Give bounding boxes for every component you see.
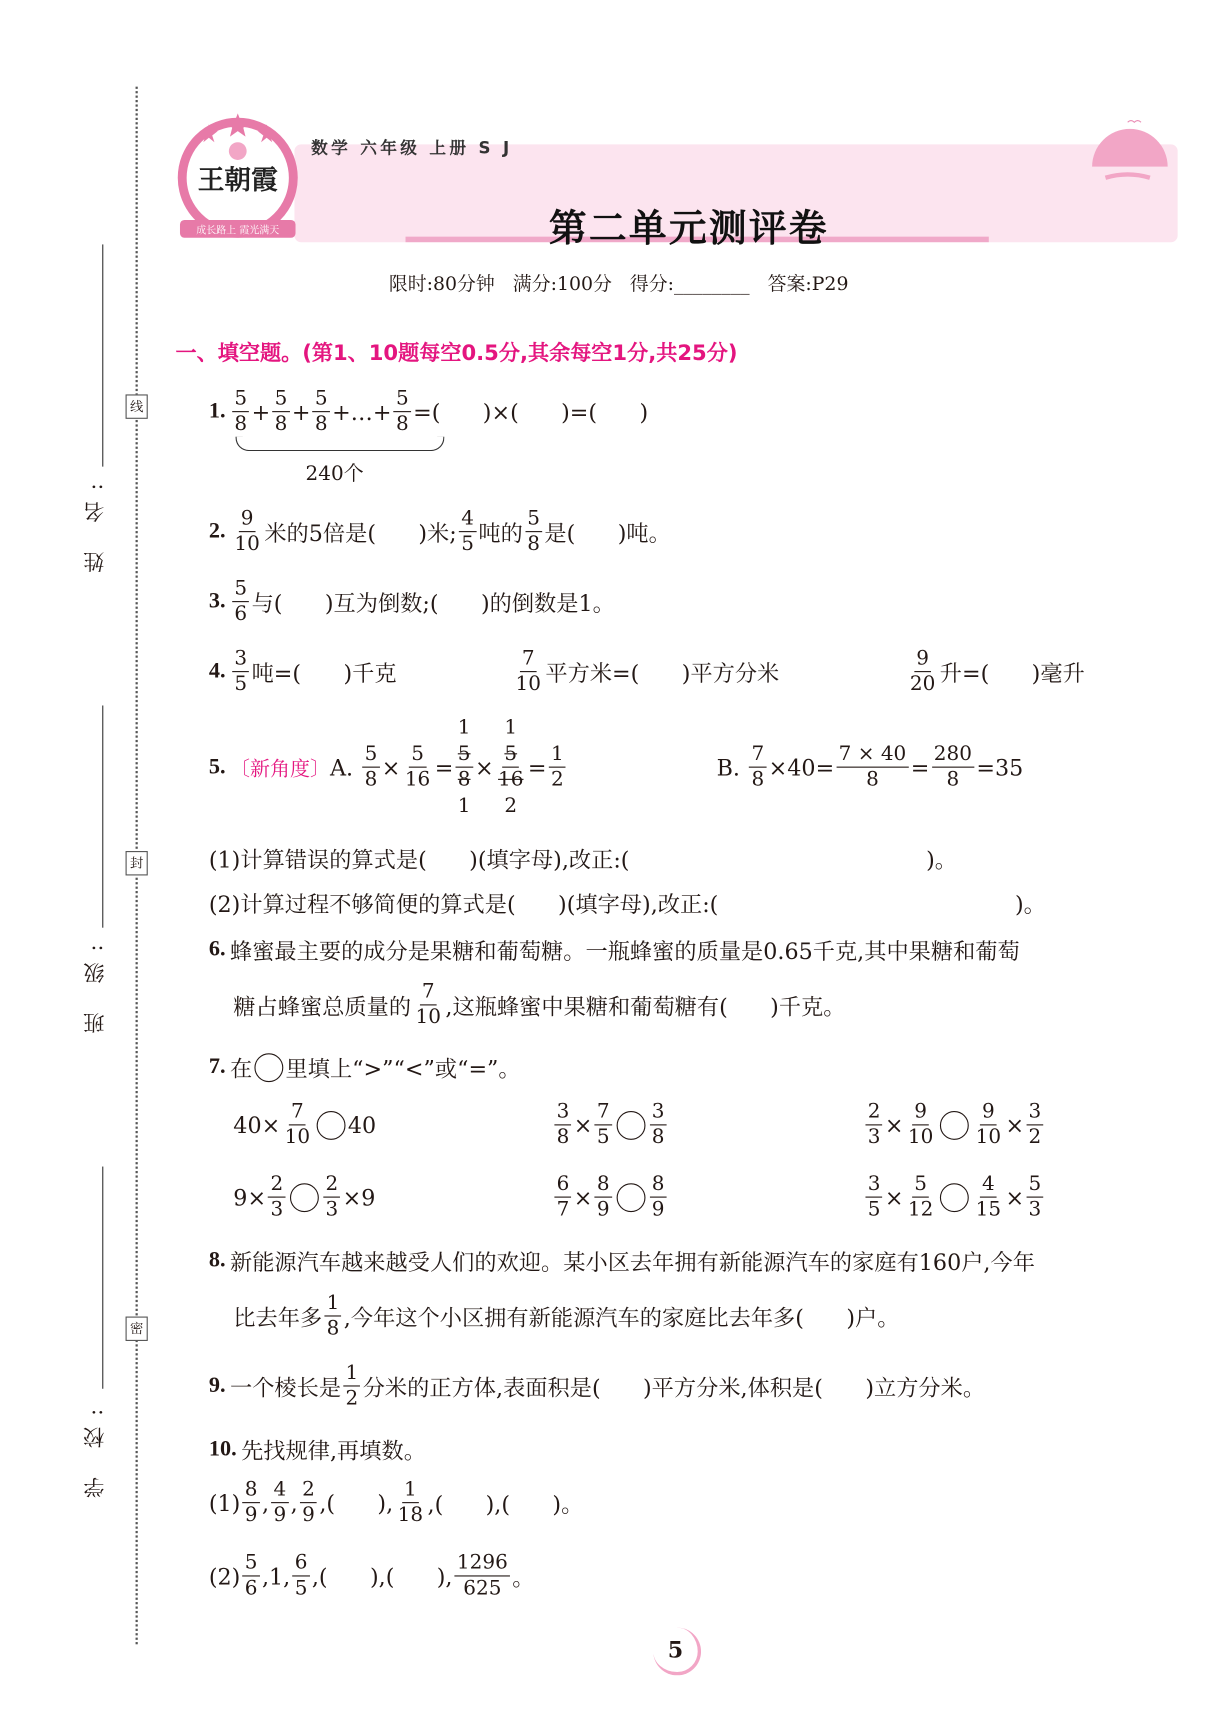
fraction [395,1478,425,1528]
question-number: 4. [208,658,226,684]
fraction-denominator: 7 [556,1197,570,1221]
fraction [525,507,542,557]
fraction-denominator: 8 [234,412,248,436]
fraction-numerator: 1 [324,1291,341,1317]
fraction [313,387,330,437]
compare-item [863,1172,1045,1222]
fraction-denominator: 5 [294,1576,308,1600]
text-segment: × [381,753,401,781]
fraction-denominator: 8 [751,767,765,792]
question-8-line1 [209,1244,1035,1276]
question-5-part1 [209,842,957,874]
fraction [324,1291,341,1341]
fraction-denominator: 9 [302,1503,315,1527]
question-8-line2 [233,1291,899,1341]
text-segment: B. [716,753,748,781]
text-segment: ,这瓶蜂蜜中果糖和葡萄糖有( )千克。 [445,993,846,1020]
cancel-numerator: 1 [457,715,471,739]
text-segment: +…+ [332,398,392,425]
text-segment: 吨=( )千克 [251,659,397,687]
fraction-denominator: 9 [244,1503,258,1527]
fraction-numerator: 5 [272,387,289,413]
answer-circle-blank [254,1053,283,1082]
fraction-denominator: 12 [907,1197,934,1221]
question-3 [209,577,615,627]
question-6-line2 [233,980,845,1030]
text-segment: 新能源汽车越来越受人们的欢迎。某小区去年拥有新能源汽车的家庭有160户,今年 [229,1248,1035,1276]
cancel-denominator: 2 [504,794,518,818]
text-segment: ×9 [342,1183,376,1211]
fraction-numerator: 9 [912,1100,929,1126]
fraction-numerator: 3 [650,1100,667,1126]
question-number: 5. [208,754,226,779]
fraction [343,1361,360,1411]
fraction-numerator: 5 [409,742,426,768]
fraction [403,742,433,792]
text-segment: 蜂蜜最主要的成分是果糖和葡萄糖。一瓶蜂蜜的质量是0.65千克,其中果糖和葡萄 [229,937,1020,965]
fraction [595,1100,612,1150]
fraction-denominator: 3 [270,1197,284,1221]
text-segment: ,( ),( )。 [427,1490,584,1518]
text-segment: (2)计算过程不够简便的算式是( )(填字母),改正:( )。 [208,891,1046,918]
question-6-line1 [209,933,1020,965]
fraction-denominator: 3 [1028,1197,1042,1221]
class-write-line [102,705,103,927]
fraction-numerator: 7 [289,1100,306,1126]
new-angle-tag: 〔新角度〕 [229,757,330,781]
text-segment: × [884,1183,904,1211]
question-10-part1 [209,1478,583,1528]
fraction-denominator: 8 [866,767,879,792]
question-number: 10. [208,1436,237,1461]
name-write-line [102,244,103,466]
fraction [973,1100,1003,1150]
fraction-numerator: 7 [520,647,537,673]
fraction [455,1551,510,1601]
fraction-numerator: 4 [459,507,476,533]
fraction-denominator: 5 [596,1125,610,1149]
question-number: 2. [208,518,226,544]
name-label: 姓 名: [83,472,108,573]
text-segment: ,( ), [319,1489,394,1516]
fraction [554,1100,571,1150]
fraction-numerator: 3 [554,1100,571,1126]
fraction-denominator: 9 [273,1503,287,1527]
fraction-denominator: 8 [946,767,960,792]
fraction-numerator: 7 [595,1100,612,1126]
text-segment: × [573,1183,593,1211]
text-segment: = [910,753,930,781]
section-heading: 一、填空题。(第1、10题每空0.5分,其余每空1分,共25分) [175,341,738,366]
question-number: 1. [208,398,226,424]
fraction [650,1100,667,1150]
fraction [554,1172,571,1222]
fraction [595,1172,612,1222]
fraction-numerator: 2 [865,1100,882,1126]
fraction-numerator: 1 [402,1478,419,1504]
fraction-denominator: 10 [415,1005,441,1029]
fraction-numerator: 2 [300,1478,317,1504]
fraction-numerator: 5 [502,742,519,768]
text-segment: × [884,1111,904,1139]
fraction-denominator: 3 [867,1125,881,1149]
fraction [932,742,975,792]
fraction-numerator: 1 [549,742,566,768]
fraction-numerator: 7 × 40 [836,742,908,768]
text-segment: × [1005,1183,1025,1211]
fraction [513,647,543,697]
fraction-denominator: 18 [397,1503,424,1527]
fraction [865,1172,882,1222]
fraction-numerator: 6 [554,1172,571,1198]
fraction-numerator: 3 [232,647,249,673]
fraction-denominator: 625 [463,1576,502,1600]
answer-circle-blank [940,1183,969,1212]
text-segment: =35 [976,753,1024,781]
fraction-denominator: 8 [364,767,378,792]
fraction-denominator: 9 [651,1197,665,1221]
text-segment: ,今年这个小区拥有新能源汽车的家庭比去年多( )户。 [343,1304,900,1331]
fraction-numerator: 7 [420,980,437,1006]
fraction [394,387,411,437]
text-segment: 一个棱长是 [229,1374,342,1401]
fraction-denominator: 20 [909,672,936,696]
fraction-numerator: 5 [456,742,473,768]
fraction [906,1100,936,1150]
fraction [232,577,249,627]
fraction [268,1172,285,1222]
text-segment: 先找规律,再填数。 [241,1437,426,1465]
fraction-denominator: 6 [234,602,248,626]
fraction-denominator: 8 [651,1125,665,1149]
fraction [908,647,938,697]
cancel-numerator: 1 [504,715,518,739]
text-segment: 吨的 [478,519,523,547]
fraction [243,1478,260,1528]
text-segment: 米的5倍是( )米; [264,519,457,547]
question-10-part2 [209,1551,535,1601]
question-4b [511,647,779,697]
svg-text:成长路上 霞光满天: 成长路上 霞光满天 [196,225,280,237]
fraction-numerator: 1296 [455,1551,510,1577]
sunset-icon [1083,111,1183,189]
question-4c [905,647,1084,697]
fraction [272,387,289,437]
fraction [549,742,566,792]
fraction-denominator: 6 [244,1576,258,1600]
fraction-denominator: 8 [395,412,409,436]
fraction-denominator: 10 [515,672,541,696]
fraction [650,1172,667,1222]
fraction [232,507,262,557]
compare-item [233,1100,376,1150]
text-segment: 分米的正方体,表面积是( )平方分米,体积是( )立方分米。 [362,1374,986,1401]
fraction-numerator: 9 [980,1100,997,1126]
fraction-numerator: 1 [343,1361,360,1387]
question-7 [209,1051,521,1083]
fraction-denominator: 2 [1028,1125,1042,1149]
fraction [459,507,476,557]
answer-circle-blank [616,1183,645,1212]
text-segment: (1)计算错误的算式是( )(填字母),改正:( )。 [208,846,958,874]
question-number: 8. [208,1247,226,1273]
text-segment: A. [329,753,361,781]
fraction-numerator: 5 [1026,1172,1043,1198]
brace-label: 240个 [305,462,364,486]
fraction-numerator: 2 [323,1172,340,1198]
fraction [282,1100,312,1150]
fraction-denominator: 2 [345,1386,359,1410]
fraction [496,715,526,818]
subject-grade-label: 数学 六年级 上册 S J [311,137,513,158]
question-9 [209,1361,985,1411]
fraction-numerator: 5 [232,577,249,603]
fraction [362,742,379,792]
text-segment: = [527,753,547,781]
fraction-denominator: 8 [326,1316,340,1340]
cancel-denominator: 1 [457,794,471,818]
fraction-numerator: 7 [749,742,766,768]
exam-info: 限时:80分钟 满分:100分 得分:________ 答案:P29 [388,273,849,296]
compare-item [552,1172,669,1222]
fraction-denominator: 16 [498,767,524,792]
page-title: 第二单元测评卷 [548,206,829,252]
fraction-denominator: 10 [234,532,260,556]
text-segment: =( )×( )=( ) [413,398,649,425]
text-segment: ×40= [768,753,835,781]
text-segment: ,1, [261,1562,291,1590]
question-5a-expr [329,715,568,818]
text-segment: × [573,1111,593,1139]
school-write-line [102,1167,103,1389]
fraction [292,1551,309,1601]
text-segment: 40 [347,1111,377,1139]
fraction [413,980,443,1030]
text-segment: ,( ),( ), [311,1562,453,1590]
fraction [456,715,473,818]
fraction-denominator: 8 [556,1125,570,1149]
question-number: 9. [208,1373,226,1398]
text-segment: × [474,753,494,781]
fraction-numerator: 5 [313,387,330,413]
fraction [243,1551,260,1601]
fraction-numerator: 5 [362,742,379,768]
fraction-numerator: 2 [268,1172,285,1198]
fraction-numerator: 4 [271,1478,288,1504]
fraction [271,1478,288,1528]
fraction-numerator: 9 [239,507,256,533]
text-segment: + [291,398,311,425]
fraction-numerator: 4 [980,1172,997,1198]
text-segment: × [1005,1111,1025,1139]
compare-item [863,1100,1045,1150]
fraction [865,1100,882,1150]
fraction-numerator: 8 [595,1172,612,1198]
fraction-denominator: 8 [274,412,288,436]
fraction-denominator: 5 [461,532,474,556]
fraction [232,387,249,437]
text-segment: 。 [512,1564,535,1591]
fraction-denominator: 10 [284,1125,311,1149]
fraction-denominator: 8 [527,532,540,556]
fraction-denominator: 10 [975,1125,1002,1149]
fraction [1026,1172,1043,1222]
text-segment: , [261,1489,270,1516]
question-2 [209,507,671,557]
text-segment: 比去年多 [233,1304,323,1331]
fraction-denominator: 16 [404,767,431,792]
fraction-denominator: 8 [457,767,471,792]
fraction-denominator: 8 [314,412,328,436]
fraction [300,1478,317,1528]
fraction-denominator: 5 [867,1197,881,1221]
fraction-numerator: 5 [243,1551,260,1577]
seal-mark-seal: 封 [126,851,148,875]
fraction-numerator: 3 [865,1172,882,1198]
text-segment: 里填上“>”“<”或“=”。 [285,1055,521,1083]
school-label: 学 校: [83,1397,108,1499]
question-number: 6. [208,936,226,962]
fraction [749,742,766,792]
text-segment: 是( )吨。 [544,519,671,547]
brace-icon [236,437,445,451]
fraction-denominator: 10 [907,1125,934,1149]
fraction-numerator: 3 [1026,1100,1043,1126]
text-segment: 平方米=( )平方分米 [545,659,780,687]
svg-text:王朝霞: 王朝霞 [197,164,278,196]
question-10 [209,1433,426,1465]
fraction-numerator: 5 [394,387,411,413]
seal-mark-line: 线 [126,394,148,418]
fraction-denominator: 15 [975,1197,1002,1221]
compare-item [552,1100,669,1150]
fraction [1026,1100,1043,1150]
text-segment: 在 [229,1055,253,1083]
question-4a [209,647,397,697]
text-segment: (2) [208,1562,241,1590]
text-segment: 40× [233,1111,281,1139]
answer-circle-blank [290,1183,319,1212]
text-segment: (1) [208,1489,241,1516]
question-5a [208,715,568,818]
answer-circle-blank [616,1110,645,1139]
fraction-numerator: 5 [232,387,249,413]
fraction-denominator: 9 [596,1197,610,1221]
text-segment: 9× [233,1183,267,1211]
text-segment: 升=( )毫升 [939,659,1085,687]
text-segment: 糖占蜂蜜总质量的 [233,993,412,1020]
fraction-numerator: 9 [914,647,931,673]
fraction-numerator: 5 [912,1172,929,1198]
fraction-numerator: 6 [292,1551,309,1577]
compare-item [233,1172,375,1222]
fraction-numerator: 280 [932,742,975,768]
answer-circle-blank [317,1110,346,1139]
fraction-numerator: 8 [650,1172,667,1198]
answer-circle-blank [940,1110,969,1139]
fraction-denominator: 5 [234,672,248,696]
question-5b [717,742,1024,792]
page-number: 5 [653,1628,701,1676]
fraction-denominator: 2 [551,767,564,792]
text-segment: = [434,753,454,781]
question-number: 7. [208,1054,226,1079]
question-number: 3. [208,588,226,614]
fraction-denominator: 3 [325,1197,339,1221]
text-segment: , [290,1489,298,1516]
fraction [836,742,908,792]
fraction [906,1172,936,1222]
question-5-part2 [209,887,1046,919]
fraction-numerator: 5 [525,507,542,533]
fraction-numerator: 8 [243,1478,260,1504]
fraction [973,1172,1003,1222]
text-segment: + [251,398,271,425]
question-1 [209,387,648,437]
fraction [323,1172,340,1222]
text-segment: 与( )互为倒数;( )的倒数是1。 [251,589,615,617]
fraction [232,647,249,697]
class-label: 班 级: [83,933,108,1034]
seal-mark-secret: 密 [126,1317,148,1341]
